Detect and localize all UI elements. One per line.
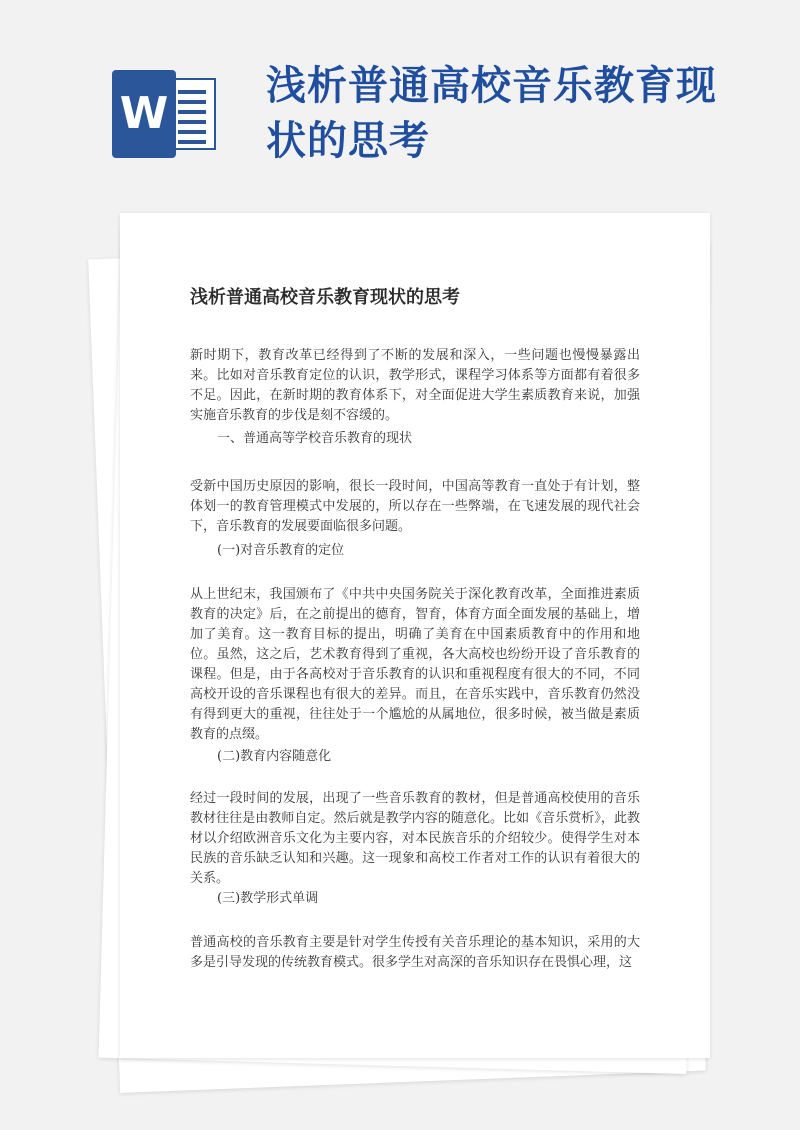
paragraph-teaching-form: 普通高校的音乐教育主要是针对学生传授有关音乐理论的基本知识，采用的大多是引导发现的传统教育模式。很多学生对高深的音乐知识存在畏惧心理，这 xyxy=(190,935,640,970)
document-page xyxy=(120,213,710,1058)
document-title: 浅析普通高校音乐教育现状的思考 xyxy=(190,287,460,308)
word-icon xyxy=(112,70,216,158)
banner-title: 浅析普通高校音乐教育现状的思考 xyxy=(266,62,717,164)
paragraph-positioning: 从上世纪末，我国颁布了《中共中央国务院关于深化教育改革，全面推进素质教育的决定》后，在之前提出的德育，智育，体育方面全面发展的基础上，增加了美育。这一教育目标的提出，明确了美育在中国素质教育中的作用和地位。虽然，这之后，艺术教育得到了重视，各大高校也纷纷开设了音乐教育的课程。但是，由于各高校对于音乐教育的认识和重视程度有很大的不同，不同高校开设的音乐课程也有很大的差异。而且，在音乐实践中，音乐教育仍然没有得到更大的重视，往往处于一个尴尬的从属地位，很多时候，被当做是素质教育的点缀。 xyxy=(190,587,640,742)
subsection-heading-teaching-form: (三)教学形式单调 xyxy=(217,891,319,906)
word-icon-letter: W xyxy=(112,70,176,158)
subsection-heading-content: (二)教育内容随意化 xyxy=(217,749,332,764)
subsection-heading-positioning: (一)对音乐教育的定位 xyxy=(217,543,345,558)
section-heading-1: 一、普通高等学校音乐教育的现状 xyxy=(217,431,413,446)
paragraph-intro: 新时期下，教育改革已经得到了不断的发展和深入，一些问题也慢慢暴露出来。比如对音乐教育定位的认识，教学形式，课程学习体系等方面都有着很多不足。因此，在新时期的教育体系下，对全面促进大学生素质教育来说，加强实施音乐教育的步伐是刻不容缓的。 xyxy=(190,348,640,423)
paragraph-content: 经过一段时间的发展，出现了一些音乐教育的教材，但是普通高校使用的音乐教材往往是由教师自定。然后就是教学内容的随意化。比如《音乐赏析》，此教材以介绍欧洲音乐文化为主要内容，对本民族音乐的介绍较少。使得学生对本民族的音乐缺乏认知和兴趣。这一现象和高校工作者对工作的认识有着很大的关系。 xyxy=(190,791,640,886)
paragraph-history: 受新中国历史原因的影响，很长一段时间，中国高等教育一直处于有计划，整体划一的教育管理模式中发展的，所以存在一些弊端，在飞速发展的现代社会下，音乐教育的发展要面临很多问题。 xyxy=(190,479,640,534)
